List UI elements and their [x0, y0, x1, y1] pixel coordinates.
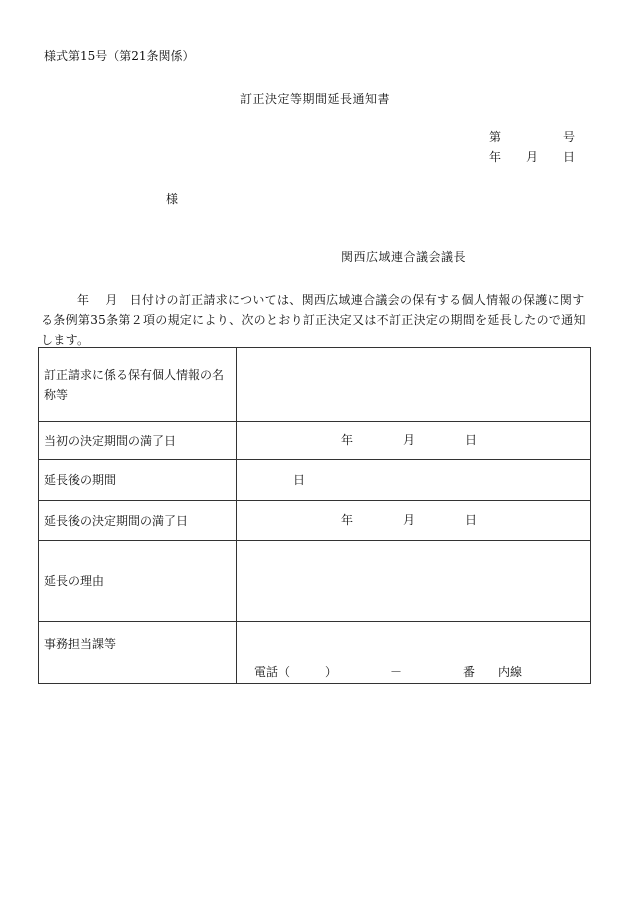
row-value-contact [237, 622, 591, 684]
extended-deadline-year: 年 [341, 513, 354, 527]
form-number: 様式第15号（第21条関係） [44, 49, 195, 63]
body-month-label: 月 [105, 293, 118, 307]
original-deadline-month: 月 [403, 433, 416, 447]
body-year-label: 年 [77, 293, 90, 307]
body-line-1-text: 日付けの訂正請求については、関西広域連合議会の保有する個人情報の保護に関す [129, 293, 585, 307]
sender-name: 関西広域連合議会議長 [341, 250, 467, 264]
row-label-reason: 延長の理由 [39, 541, 237, 622]
row-value-extended-deadline [237, 501, 591, 541]
phone-dash: － [390, 665, 403, 679]
row-value-extension-period [237, 460, 591, 501]
body-line-1 [41, 290, 586, 310]
extension-period-day: 日 [293, 473, 306, 487]
body-paragraph [41, 290, 586, 350]
date-month-label: 月 [526, 150, 539, 164]
document-title: 訂正決定等期間延長通知書 [239, 92, 390, 106]
body-line-2: る条例第35条第２項の規定により、次のとおり訂正決定又は不訂正決定の期間を延長したので通知 [41, 313, 586, 327]
row-value-info-name [237, 348, 591, 422]
table-row [39, 348, 591, 422]
row-value-reason [237, 541, 591, 622]
extended-deadline-month: 月 [403, 513, 416, 527]
document-number-go: 号 [563, 130, 576, 144]
row-label-original-deadline: 当初の決定期間の満了日 [39, 422, 237, 460]
table-row [39, 460, 591, 501]
original-deadline-day: 日 [465, 433, 478, 447]
phone-close-paren: ） [325, 665, 338, 679]
row-label-extended-deadline: 延長後の決定期間の満了日 [39, 501, 237, 541]
addressee-suffix: 様 [166, 192, 179, 206]
row-value-original-deadline [237, 422, 591, 460]
row-label-contact: 事務担当課等 [39, 622, 237, 684]
table-row [39, 501, 591, 541]
table-row [39, 541, 591, 622]
original-deadline-year: 年 [341, 433, 354, 447]
table-row [39, 422, 591, 460]
phone-label: 電話（ [254, 665, 291, 679]
notice-table [38, 347, 591, 684]
row-label-extension-period: 延長後の期間 [39, 460, 237, 501]
body-line-3: します。 [41, 333, 90, 347]
date-day-label: 日 [563, 150, 576, 164]
phone-extension: 内線 [498, 665, 523, 679]
phone-ban: 番 [463, 665, 476, 679]
extended-deadline-day: 日 [465, 513, 478, 527]
date-year-label: 年 [489, 150, 502, 164]
table-row [39, 622, 591, 684]
row-label-info-name: 訂正請求に係る保有個人情報の名称等 [39, 348, 237, 422]
document-number-dai: 第 [489, 130, 502, 144]
